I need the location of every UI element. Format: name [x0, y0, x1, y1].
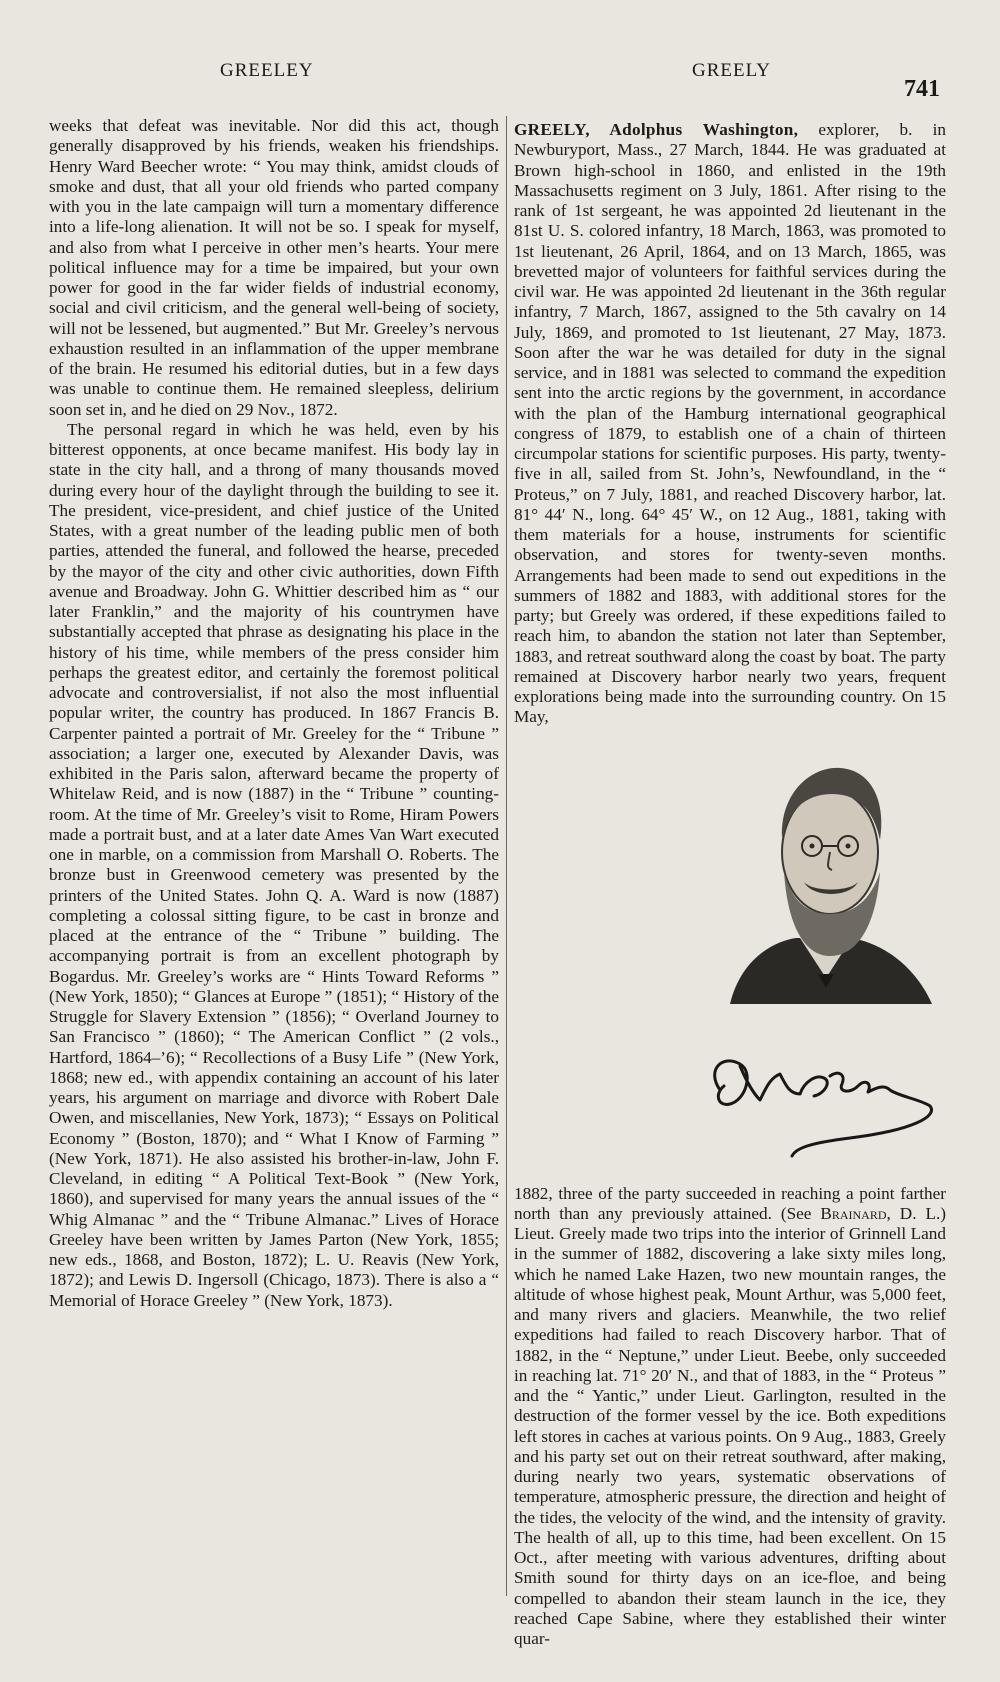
entry-continued-text: 1882, three of the party succeeded in reaching a point farther north than any previously attained. (See [514, 1183, 946, 1223]
page-number: 741 [904, 76, 940, 102]
greely-entry [514, 120, 946, 728]
engraved-portrait-icon [700, 742, 952, 1014]
right-column [514, 120, 946, 1649]
entry-headword: GREELY, Adolphus Washington, [514, 120, 799, 139]
right-running-head: GREELY [692, 60, 772, 81]
left-paragraph-1: weeks that defeat was inevitable. Nor did this act, though generally disapproved by his friends, weaken his friendships. Henry Ward Beecher wrote: “ You may think, amidst clouds of smoke and dust, that all your old friends who parted company with you in the late campaign will turn a momentary difference into a life-long alienation. It will not be so. I speak for myself, and also from what I perceive in other men’s hearts. Your mere political influence may for a time be impaired, but your own power for good in the far wider fields of industrial economy, social and civil criticism, and the general well-being of society, will not be lessened, but augmented.” But Mr. Greeley’s nervous exhaustion resulted in an inflammation of the upper membrane of the brain. He resumed his editorial duties, but in a few days was unable to continue them. He remained sleepless, delirium soon set in, and he died on 29 Nov., 1872. [49, 116, 499, 419]
greely-entry-continued [514, 1184, 946, 1650]
left-column [49, 116, 499, 1311]
cross-reference: Brainard, D. L. [820, 1203, 941, 1223]
illustration-block [700, 732, 952, 1180]
entry-intro: explorer, b. in Newburyport, Mass., 27 March, 1844. He was graduated at Brown high-school in 1860, and enlisted in the 19th Massachusetts regiment on 3 July, 1861. After rising to the rank of 1st sergeant, he was appointed 2d lieutenant in the 81st U. S. colored infantry, 18 March, 1863, was promoted to 1st lieutenant, 26 April, 1864, and on 13 March, 1865, was brevetted major of volunteers for faithful services during the civil war. He was appointed 2d lieutenant in the 36th regular infantry, 7 March, 1867, assigned to the 5th cavalry on 14 July, 1869, and promoted to 1st lieutenant, 27 May, 1873. Soon after the war he was detailed for duty in the signal service, and in 1881 was selected to command the expedition sent into the arctic regions by the government, in accordance with the plan of the Hamburg international geographical congress of 1879, to establish one of a chain of thirteen circumpolar stations for scientific purposes. His party, twenty-five in all, sailed from St. John’s, Newfoundland, in the “ Proteus,” on 7 July, 1881, and reached Discovery harbor, lat. 81° 44′ N., long. 64° 45′ W., on 12 Aug., 1881, taking with them materials for a house, instruments for scientific observation, and stores for twenty-seven months. Arrangements had been made to send out expeditions in the summers of 1882 and 1883, with additional stores for the party; but Greely was ordered, if these expeditions failed to reach him, to abandon the station not later than September, 1883, and retreat southward along the coast by boat. The party remained at Discovery harbor nearly two years, frequent explorations being made into the surrounding country. On 15 May, [514, 120, 946, 727]
left-running-head: GREELEY [220, 60, 314, 81]
signature-icon [700, 1030, 952, 1170]
left-paragraph-2: The personal regard in which he was held, even by his bitterest opponents, at once became manifest. His body lay in state in the city hall, and a throng of many thousands moved during every hour of the daylight through the building to see it. The president, vice-president, and chief justice of the United States, with a great number of the leading public men of both parties, attended the funeral, and followed the hearse, preceded by the mayor of the city and other civic authorities, down Fifth avenue and Broadway. John G. Whittier described him as “ our later Franklin,” and the majority of his countrymen have substantially accepted that phrase as designating his place in the history of his time, while members of the press consider him perhaps the greatest editor, and certainly the foremost political advocate and controversialist, if not also the most influential popular writer, the country has produced. In 1867 Francis B. Carpenter painted a portrait of Mr. Greeley for the “ Tribune ” association; a larger one, executed by Alexander Davis, was exhibited in the Paris salon, afterward became the property of Whitelaw Reid, and is now (1887) in the “ Tribune ” counting-room. At the time of Mr. Greeley’s visit to Rome, Hiram Powers made a portrait bust, and at a later date Ames Van Wart executed one in marble, on a commission from Marshall O. Roberts. The bronze bust in Greenwood cemetery was presented by the printers of the United States. John Q. A. Ward is now (1887) completing a colossal sitting figure, to be cast in bronze and placed at the entrance of the “ Tribune ” building. The accompanying portrait is from an excellent photograph by Bogardus. Mr. Greeley’s works are “ Hints Toward Reforms ” (New York, 1850); “ Glances at Europe ” (1851); “ History of the Struggle for Slavery Extension ” (1856); “ Overland Journey to San Francisco ” (1860); “ The American Conflict ” (2 vols., Hartford, 1864–’6); “ Recollections of a Busy Life ” (New York, 1868; new ed., with appendix containing an account of his later years, his argument on marriage and divorce with Robert Dale Owen, and miscellanies, New York, 1873); “ Essays on Political Economy ” (Boston, 1870); and “ What I Know of Farming ” (New York, 1871). He also assisted his brother-in-law, John F. Cleveland, in editing “ A Political Text-Book ” (New York, 1860), and supervised for many years the annual issues of the “ Whig Almanac ” and the “ Tribune Almanac.” Lives of Horace Greeley have been written by James Parton (New York, 1855; new eds., 1868, and Boston, 1872); L. U. Reavis (New York, 1872); and Lewis D. Ingersoll (Chicago, 1873). There is also a “ Memorial of Horace Greeley ” (New York, 1873). [49, 419, 499, 1310]
column-divider [506, 116, 507, 1596]
entry-continued-text-2: ) Lieut. Greely made two trips into the interior of Grinnell Land in the summer of 1882, discovering a lake sixty miles long, which he named Lake Hazen, two new mountain ranges, the altitude of whose highest peak, Mount Arthur, was 5,000 feet, and many rivers and glaciers. Meanwhile, the two relief expeditions had failed to reach Discovery harbor. That of 1882, in the “ Neptune,” under Lieut. Beebe, only succeeded in reaching lat. 71° 20′ N., and that of 1883, in the “ Proteus ” and the “ Yantic,” under Lieut. Garlington, resulted in the destruction of the former vessel by the ice. Both expeditions left stores in caches at various points. On 9 Aug., 1883, Greely and his party set out on their retreat southward, after making, during nearly two years, systematic observations of temperature, atmospheric pressure, the direction and height of the tides, the velocity of the wind, and the intensity of gravity. The health of all, up to this time, had been excellent. On 15 Oct., after meeting with various adventures, drifting about Smith sound for thirty days on an ice-floe, and being compelled to abandon their steam launch in the ice, they reached Cape Sabine, where they established their winter quar- [514, 1203, 947, 1648]
